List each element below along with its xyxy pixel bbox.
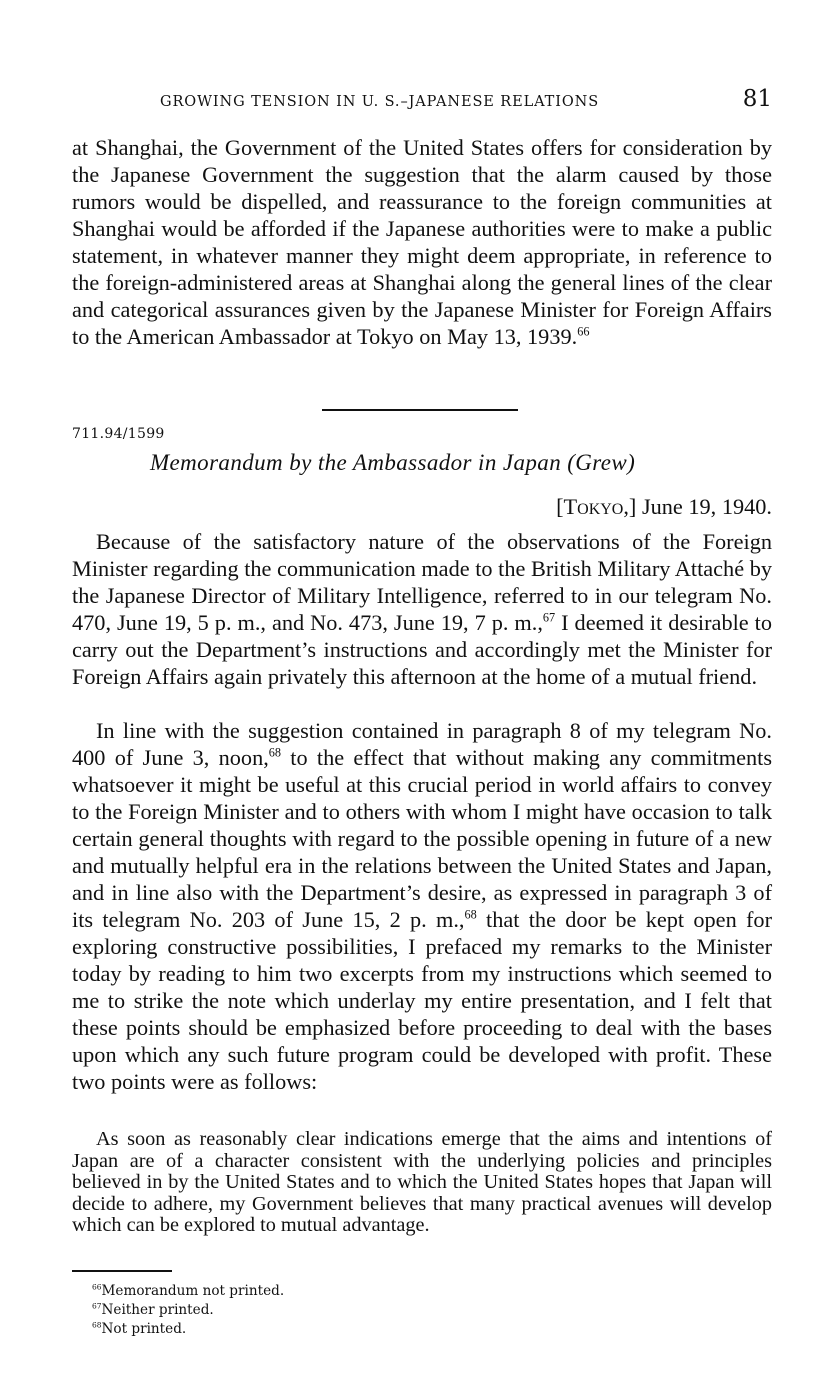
footnote-ref: 68: [268, 745, 282, 760]
paragraph-text: I deemed it desirable to carry out the Department’s instructions and accordingly met the Minister for Foreign Affairs again privately this afternoon at the home of a mutual friend.: [72, 610, 773, 689]
file-number: 711.94/1599: [72, 426, 165, 442]
footnote-divider: [72, 1270, 172, 1272]
footnote-ref: 67: [542, 610, 556, 625]
section-divider: [322, 409, 518, 411]
paragraph-text: that the door be kept open for exploring constructive possibilities, I prefaced my remarks to the Minister today by reading to him two excerpts from my instructions which seemed to me to strike the note which underlay my entire presentation, and I felt that these points should be emphasized before proceeding to deal with the bases upon which any such future program could be developed with profit. These two points were as follows:: [72, 907, 772, 1094]
quote-text: As soon as reasonably clear indications emerge that the aims and intentions of Japan are of a character consistent with the underlying policies and principles believed in by the United States and to which the United States hopes that Japan will decide to adhere, my Government believes that many practical avenues will develop which can be explored to mutual advantage.: [72, 1128, 772, 1237]
paragraph-text: to the effect that without making any commitments whatsoever it might be useful at this crucial period in world affairs to convey to the Foreign Minister and to others with whom I might have occasion to talk certain general thoughts with regard to the possible opening in future of a new and mutually helpful era in the relations between the United States and Japan, and in line also with the Department’s desire, as expressed in paragraph 3 of its telegram No. 203 of June 15, 2 p. m.,: [72, 745, 773, 932]
dateline: [556, 494, 772, 520]
page-number: 81: [742, 86, 772, 112]
footnote-text: Not printed.: [101, 1321, 187, 1337]
footnote: [92, 1282, 284, 1301]
paragraph-text: at Shanghai, the Government of the United States offers for consideration by the Japanese Government the suggestion that the alarm caused by those rumors would be dispelled, and reassurance to the foreign communities at Shanghai would be afforded if the Japanese authorities were to make a public statement, in whatever manner they might deem appropriate, in reference to the foreign-administered areas at Shanghai along the general lines of the clear and categorical assurances given by the Japanese Minister for Foreign Affairs to the American Ambassador at Tokyo on May 13, 1939.: [72, 135, 772, 349]
footnote-text: Memorandum not printed.: [101, 1283, 285, 1299]
paragraph-text: Because of the satisfactory nature of the observations of the Foreign Minister regarding the communication made to the British Military Attaché by the Japanese Director of Military Intelligence, referred to in our telegram No. 470, June 19, 5 p. m., and No. 473, June 19, 7 p. m.,: [72, 529, 772, 635]
paragraph-text: In line with the suggestion contained in paragraph 8 of my telegram No. 400 of June 3, noon,: [72, 718, 772, 770]
footnote-number: 68: [92, 1320, 102, 1330]
footnote-number: 66: [92, 1282, 102, 1292]
footnote-ref: 66: [577, 324, 590, 339]
running-head: GROWING TENSION IN U. S.–JAPANESE RELATIONS: [160, 94, 600, 110]
page-header: [160, 86, 772, 118]
memo-paragraph-1: [72, 528, 772, 690]
footnote-number: 67: [92, 1301, 102, 1311]
document-title: Memorandum by the Ambassador in Japan (Grew): [150, 450, 636, 475]
block-quote: [72, 1129, 772, 1237]
continued-paragraph: [72, 134, 772, 350]
dateline-date: June 19, 1940.: [641, 494, 772, 519]
footnote: [92, 1320, 284, 1339]
dateline-place: [Tokyo,]: [556, 494, 637, 519]
memo-paragraph-2: [72, 717, 772, 1095]
footnote: [92, 1301, 284, 1320]
footnotes: [92, 1282, 284, 1339]
footnote-text: Neither printed.: [101, 1302, 214, 1318]
footnote-ref: 68: [464, 907, 477, 922]
